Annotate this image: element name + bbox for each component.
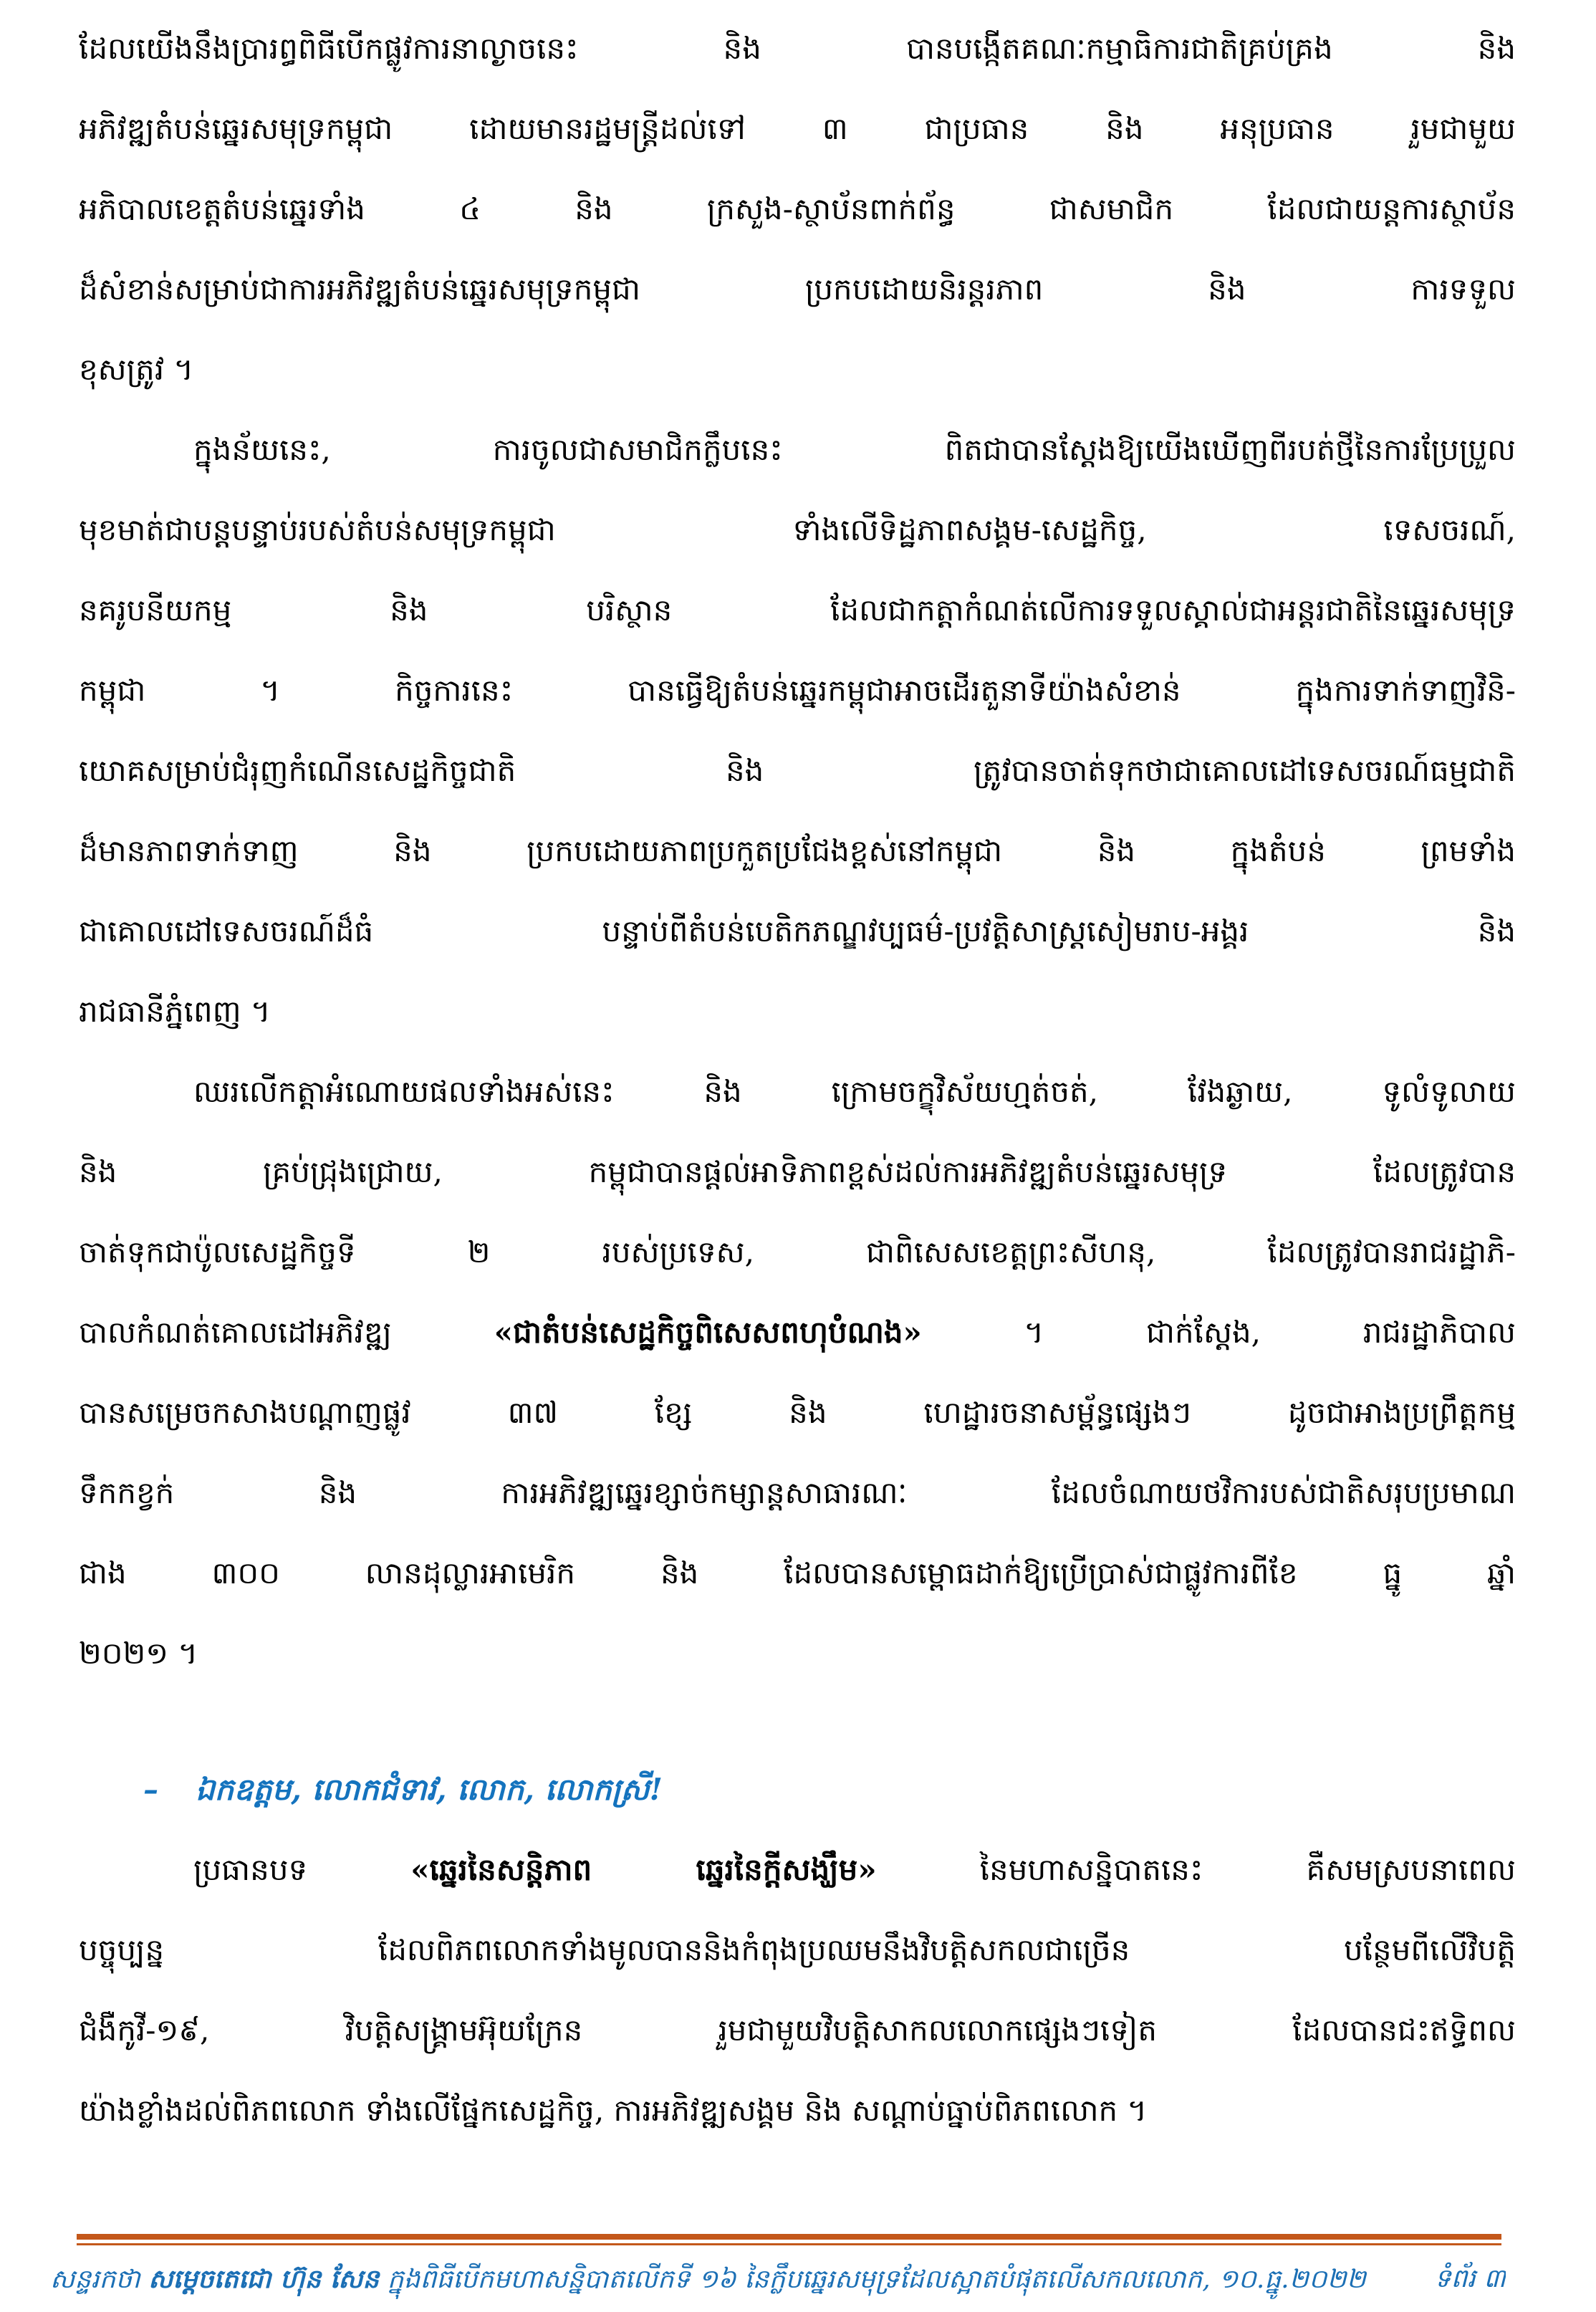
body-line: យោគសម្រាប់ជំរុញកំណើនសេដ្ឋកិច្ចជាតិ និង ត្រូវបានចាត់ទុកថាជាគោលដៅទេសចរណ៍ធម្មជាតិ	[79, 753, 1516, 788]
body-line: បច្ចុប្បន្ន ដែលពិភពលោកទាំងមូលបាននិងកំពុងប្រឈមនឹងវិបត្តិសកលជាច្រើន បន្ថែមពីលើវិបត្តិ	[79, 1932, 1516, 1967]
body-line: ទឹកកខ្វក់ និង ការអភិវឌ្ឍឆ្នេរខ្សាច់កម្សាន្តសាធារណៈ ដែលចំណាយថវិការបស់ជាតិសរុបប្រមាណ	[79, 1475, 1516, 1510]
line-text: បាលកំណត់គោលដៅអភិវឌ្ឍ	[79, 1315, 494, 1350]
body-line: ជាគោលដៅទេសចរណ៍ដ៏ធំ បន្ទាប់ពីតំបន់បេតិកភណ្ឌវប្បធម៌-ប្រវត្តិសាស្ត្រសៀមរាប-អង្គរ និង	[79, 913, 1516, 949]
body-line: យ៉ាងខ្លាំងដល់ពិភពលោក ទាំងលើផ្នែកសេដ្ឋកិច្ច, ការអភិវឌ្ឍសង្គម និង សណ្តាប់ធ្នាប់ពិភពលោក ។	[79, 2093, 1148, 2128]
body-line: ជំងឺកូវី-១៩, វិបត្តិសង្គ្រាមអ៊ុយក្រែន រួមជាមួយវិបត្តិសាកលលោកផ្សេងៗទៀត ដែលបានជះឥទ្ធិពល	[79, 2013, 1516, 2048]
body-line: ដែលយើងនឹងប្រារព្ធពិធីបើកផ្លូវការនាល្ងាចនេះ និង បានបង្កើតគណៈកម្មាធិការជាតិគ្រប់គ្រង និង	[79, 31, 1516, 66]
salutation-text: ឯកឧត្តម, លោកជំទាវ, លោក, លោកស្រី!	[196, 1772, 663, 1807]
body-line: មុខមាត់ជាបន្តបន្ទាប់របស់តំបន់សមុទ្រកម្ពុជា ទាំងលើទិដ្ឋភាពសង្គម-សេដ្ឋកិច្ច, ទេសចរណ៍,	[79, 512, 1516, 547]
body-line: នគរូបនីយកម្ម និង បរិស្ថាន ដែលជាកត្តាកំណត់លើការទទួលស្គាល់ជាអន្តរជាតិនៃឆ្នេរសមុទ្រ	[79, 593, 1516, 628]
footer-rule-thin	[77, 2243, 1501, 2245]
body-line-with-quote	[79, 1830, 1516, 1910]
body-line: ដ៏មានភាពទាក់ទាញ និង ប្រកបដោយភាពប្រកួតប្រជែងខ្ពស់នៅកម្ពុជា និង ក្នុងតំបន់ ព្រមទាំង	[79, 833, 1516, 868]
page-body-text	[79, 9, 1516, 2151]
body-line: ខុសត្រូវ ។	[79, 352, 194, 387]
footer-citation	[50, 2251, 1366, 2307]
salutation-heading	[79, 1750, 1516, 1830]
footer-text: សន្ទរកថា	[50, 2264, 149, 2294]
body-line: កម្ពុជា ។ កិច្ចការនេះ បានធ្វើឱ្យតំបន់ឆ្នេរកម្ពុជាអាចដើរតួនាទីយ៉ាងសំខាន់ ក្នុងការទាក់ទាញវិនិ-	[79, 673, 1516, 708]
line-text: ។ ជាក់ស្តែង, រាជរដ្ឋាភិបាល	[921, 1315, 1516, 1350]
line-text: ប្រធានបទ	[193, 1852, 411, 1887]
body-line: ២០២១ ។	[79, 1636, 198, 1671]
page-footer	[50, 2251, 1506, 2307]
body-line: អភិវឌ្ឍតំបន់ឆ្នេរសមុទ្រកម្ពុជា ដោយមានរដ្ឋមន្ត្រីដល់ទៅ ៣ ជាប្រធាន និង អនុប្រធាន រួមជាមួយ	[79, 111, 1516, 146]
body-line: ដ៏សំខាន់សម្រាប់ជាការអភិវឌ្ឍតំបន់ឆ្នេរសមុទ្រកម្ពុជា ប្រកបដោយនិរន្តរភាព និង ការទទួល	[79, 272, 1516, 307]
body-line: ឈរលើកត្តាអំណោយផលទាំងអស់នេះ និង ក្រោមចក្ខុវិស័យហ្មត់ចត់, វែងឆ្ងាយ, ទូលំទូលាយ	[193, 1074, 1516, 1109]
body-line: និង គ្រប់ជ្រុងជ្រោយ, កម្ពុជាបានផ្តល់អាទិភាពខ្ពស់ដល់ការអភិវឌ្ឍតំបន់ឆ្នេរសមុទ្រ ដែលត្រូវបាន	[79, 1154, 1516, 1189]
footer-rule-thick	[77, 2234, 1501, 2240]
quoted-designation-bold: «ជាតំបន់សេដ្ឋកិច្ចពិសេសពហុបំណង»	[494, 1315, 922, 1350]
body-line: បានសម្រេចកសាងបណ្តាញផ្លូវ ៣៧ ខ្សែ និង ហេដ្ឋារចនាសម្ព័ន្ធផ្សេងៗ ដូចជាអាងប្រព្រឹត្តកម្ម	[79, 1395, 1516, 1430]
body-line: ចាត់ទុកជាប៉ូលសេដ្ឋកិច្ចទី ២ របស់ប្រទេស, ជាពិសេសខេត្តព្រះសីហនុ, ដែលត្រូវបានរាជរដ្ឋាភិ-	[79, 1234, 1516, 1270]
footer-speaker-name: សម្តេចតេជោ ហ៊ុន សែន	[148, 2263, 380, 2294]
body-line-with-quote	[79, 1292, 1516, 1373]
footer-text: ក្នុងពិធីបើកមហាសន្និបាតលើកទី ១៦ នៃក្លឹបឆ្នេរសមុទ្រដែលស្អាតបំផុតលើសកលលោក, ១០.ធ្នូ.២០២២	[379, 2264, 1366, 2294]
body-line: ជាង ៣០០ លានដុល្លារអាមេរិក និង ដែលបានសម្ពោធដាក់ឱ្យប្រើប្រាស់ជាផ្លូវការពីខែ ធ្នូ ឆ្នាំ	[79, 1555, 1516, 1591]
body-line: ក្នុងន័យនេះ, ការចូលជាសមាជិកក្លឹបនេះ ពិតជាបានស្តែងឱ្យយើងឃើញពីរបត់ថ្មីនៃការប្រែប្រួល	[193, 432, 1516, 467]
body-line: អភិបាលខេត្តតំបន់ឆ្នេរទាំង ៤ និង ក្រសួង-ស្ថាប័នពាក់ព័ន្ធ ជាសមាជិក ដែលជាយន្តការស្ថាប័ន	[79, 191, 1516, 226]
heading-dash: –	[143, 1772, 158, 1807]
line-text: នៃមហាសន្និបាតនេះ គឺសមស្របនាពេល	[876, 1852, 1516, 1887]
body-line: រាជធានីភ្នំពេញ ។	[79, 994, 271, 1029]
quoted-theme-bold: «ឆ្នេរនៃសន្តិភាព ឆ្នេរនៃក្តីសង្ឃឹម»	[410, 1852, 877, 1887]
page-number: ទំព័រ ៣	[1434, 2264, 1506, 2293]
